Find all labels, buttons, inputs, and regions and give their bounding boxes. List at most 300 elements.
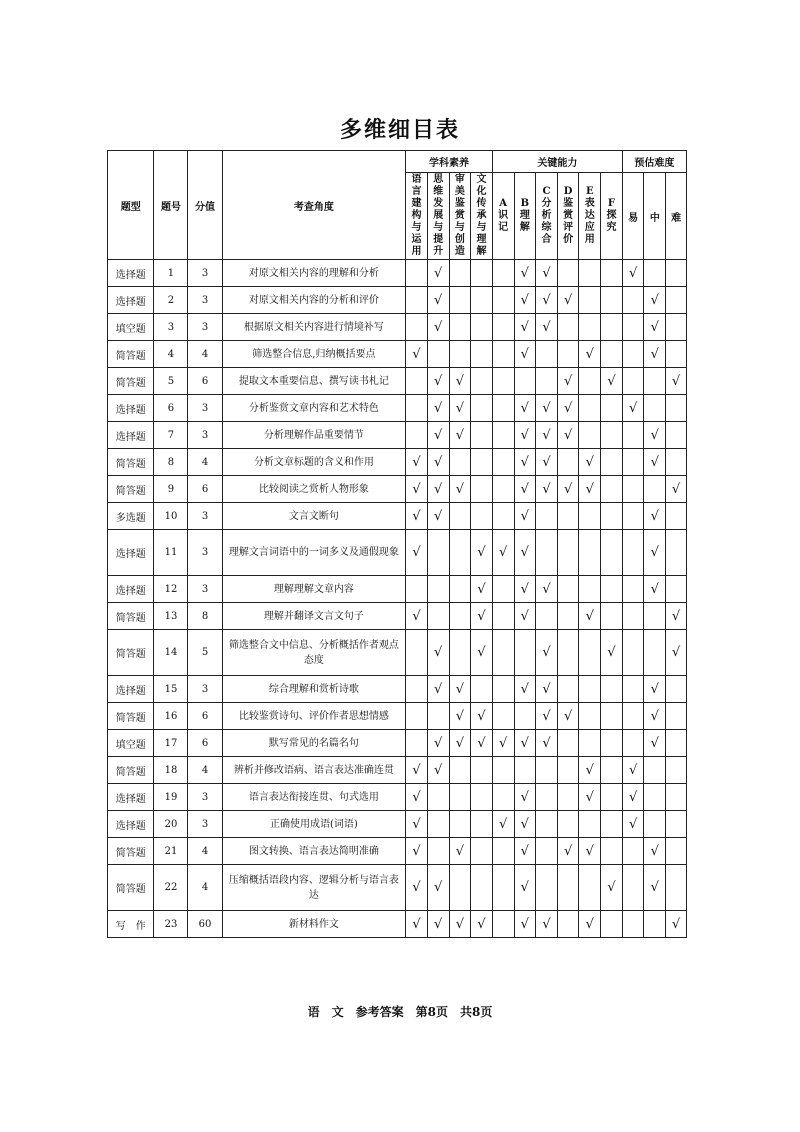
check-cell [622,422,644,449]
check-mark: √ [542,735,551,751]
check-mark: √ [542,581,551,597]
check-cell [666,530,687,576]
check-cell [601,287,623,314]
check-cell [622,757,644,784]
check-mark: √ [434,508,443,524]
table-row [108,603,687,630]
header-literacy-3: 审美鉴赏与创造 [449,173,471,260]
check-mark: √ [477,708,486,724]
check-cell [622,287,644,314]
score-cell: 3 [188,676,222,703]
check-cell [579,368,601,395]
type-cell: 选择题 [108,811,154,838]
check-mark: √ [542,681,551,697]
score-cell: 6 [188,368,222,395]
type-cell: 选择题 [108,784,154,811]
check-cell [514,260,536,287]
type-cell: 写 作 [108,911,154,938]
check-cell [514,730,536,757]
check-cell [427,476,449,503]
number-cell: 7 [154,422,188,449]
check-cell [406,260,428,287]
specification-table [107,150,687,938]
number-cell: 8 [154,449,188,476]
table-row [108,476,687,503]
check-mark: √ [520,427,529,443]
check-cell [536,630,558,676]
check-mark: √ [434,373,443,389]
check-cell [644,449,666,476]
check-mark: √ [585,346,594,362]
number-cell: 10 [154,503,188,530]
check-cell [601,576,623,603]
table-row [108,530,687,576]
check-cell [406,784,428,811]
check-cell [644,503,666,530]
check-cell [471,287,493,314]
table-row [108,703,687,730]
check-cell [449,314,471,341]
check-cell [666,368,687,395]
score-cell: 6 [188,730,222,757]
check-cell [644,811,666,838]
check-cell [622,449,644,476]
check-mark: √ [520,292,529,308]
check-mark: √ [520,880,529,895]
check-cell [471,838,493,865]
check-cell [579,630,601,676]
check-cell [449,368,471,395]
header-score: 分值 [188,151,222,260]
check-mark: √ [412,481,421,497]
check-cell [644,603,666,630]
check-cell [622,630,644,676]
check-cell [579,703,601,730]
check-cell [427,395,449,422]
check-cell [449,911,471,938]
check-cell [427,576,449,603]
check-cell [514,838,536,865]
check-cell [406,368,428,395]
check-cell [622,811,644,838]
table-row [108,395,687,422]
type-cell: 简答题 [108,757,154,784]
check-mark: √ [412,545,421,560]
check-cell [666,838,687,865]
table-body [108,260,687,938]
check-cell [514,395,536,422]
check-cell [471,422,493,449]
check-cell [427,630,449,676]
check-cell [557,784,579,811]
check-cell [601,911,623,938]
check-mark: √ [542,400,551,416]
check-cell [536,368,558,395]
table-row [108,576,687,603]
header-difficulty-easy: 易 [622,173,644,260]
check-cell [406,576,428,603]
score-cell: 5 [188,630,222,676]
check-cell [449,449,471,476]
check-cell [427,449,449,476]
angle-cell: 语言表达衔接连贯、句式选用 [222,784,406,811]
check-mark: √ [563,708,573,724]
check-mark: √ [542,319,551,335]
check-cell [644,865,666,911]
check-cell [557,603,579,630]
check-mark: √ [650,508,659,524]
check-mark: √ [412,816,421,832]
score-cell: 3 [188,395,222,422]
check-cell [471,503,493,530]
type-cell: 简答题 [108,703,154,730]
check-cell [536,676,558,703]
check-mark: √ [671,481,681,497]
check-cell [406,503,428,530]
check-cell [666,603,687,630]
check-mark: √ [477,581,486,597]
check-mark: √ [412,762,421,778]
check-mark: √ [542,916,551,932]
check-cell [514,476,536,503]
check-cell [427,422,449,449]
check-cell [644,911,666,938]
check-cell [622,911,644,938]
check-cell [644,703,666,730]
check-cell [557,576,579,603]
check-mark: √ [455,427,464,443]
check-mark: √ [629,400,638,416]
angle-cell: 图文转换、语言表达简明准确 [222,838,406,865]
table-row [108,811,687,838]
angle-cell: 理解并翻译文言文句子 [222,603,406,630]
check-cell [514,811,536,838]
check-cell [536,838,558,865]
check-cell [536,287,558,314]
check-cell [406,630,428,676]
check-cell [492,676,514,703]
angle-cell: 比较鉴赏诗句、评价作者思想情感 [222,703,406,730]
check-cell [492,530,514,576]
check-mark: √ [499,735,508,751]
check-cell [514,865,536,911]
number-cell: 2 [154,287,188,314]
check-cell [427,287,449,314]
check-cell [514,422,536,449]
header-ability-c: C分析综合 [536,173,558,260]
type-cell: 选择题 [108,576,154,603]
check-cell [536,449,558,476]
check-cell [557,630,579,676]
check-mark: √ [520,346,529,362]
check-cell [579,449,601,476]
check-mark: √ [455,681,464,697]
angle-cell: 理解理解文章内容 [222,576,406,603]
number-cell: 1 [154,260,188,287]
check-mark: √ [455,916,464,932]
check-cell [449,341,471,368]
number-cell: 18 [154,757,188,784]
score-cell: 3 [188,314,222,341]
angle-cell: 对原文相关内容的理解和分析 [222,260,406,287]
check-mark: √ [434,762,443,778]
score-cell: 4 [188,449,222,476]
angle-cell: 筛选整合文中信息、分析概括作者观点态度 [222,630,406,676]
check-mark: √ [650,681,659,697]
check-cell [406,341,428,368]
page-footer: 语 文 参考答案 第8页 共8页 [307,1005,493,1019]
check-mark: √ [650,581,659,597]
check-cell [579,260,601,287]
check-mark: √ [650,708,659,724]
check-cell [644,260,666,287]
check-cell [449,476,471,503]
angle-cell: 压缩概括语段内容、逻辑分析与语言表达 [222,865,406,911]
check-mark: √ [585,454,594,470]
check-cell [557,703,579,730]
check-cell [471,341,493,368]
angle-cell: 分析文章标题的含义和作用 [222,449,406,476]
check-cell [492,449,514,476]
check-cell [601,730,623,757]
check-cell [601,676,623,703]
type-cell: 简答题 [108,865,154,911]
check-mark: √ [434,735,443,751]
number-cell: 16 [154,703,188,730]
check-cell [492,314,514,341]
check-cell [449,422,471,449]
check-cell [406,422,428,449]
check-cell [449,838,471,865]
check-cell [644,576,666,603]
check-mark: √ [412,789,421,805]
angle-cell: 比较阅读之赏析人物形象 [222,476,406,503]
check-mark: √ [520,319,529,335]
check-cell [427,838,449,865]
check-cell [622,368,644,395]
check-mark: √ [650,735,659,751]
score-cell: 3 [188,287,222,314]
check-cell [492,576,514,603]
check-cell [492,630,514,676]
check-cell [514,911,536,938]
check-cell [601,368,623,395]
check-cell [427,503,449,530]
check-mark: √ [607,880,616,895]
check-cell [492,703,514,730]
check-cell [622,576,644,603]
check-cell [601,865,623,911]
table-row [108,287,687,314]
check-cell [622,838,644,865]
header-group-ability: 关键能力 [492,151,622,173]
check-cell [406,449,428,476]
check-cell [557,422,579,449]
number-cell: 17 [154,730,188,757]
check-cell [427,784,449,811]
header-literacy-4: 文化传承与理解 [471,173,493,260]
angle-cell: 提取文本重要信息、撰写读书札记 [222,368,406,395]
check-mark: √ [650,880,659,895]
check-mark: √ [520,454,529,470]
check-mark: √ [542,708,551,724]
check-cell [666,503,687,530]
check-cell [601,811,623,838]
check-mark: √ [542,427,551,443]
check-cell [536,395,558,422]
check-cell [449,395,471,422]
check-mark: √ [563,843,573,859]
check-cell [644,422,666,449]
check-cell [427,730,449,757]
check-cell [427,603,449,630]
check-cell [406,865,428,911]
check-cell [492,757,514,784]
check-cell [579,811,601,838]
check-mark: √ [477,645,486,660]
page-title: 多维细目表 [339,118,460,143]
check-cell [427,314,449,341]
check-cell [449,811,471,838]
check-mark: √ [434,481,443,497]
check-cell [471,811,493,838]
type-cell: 选择题 [108,530,154,576]
check-cell [601,341,623,368]
score-cell: 3 [188,811,222,838]
score-cell: 3 [188,784,222,811]
number-cell: 14 [154,630,188,676]
check-mark: √ [412,454,421,470]
number-cell: 11 [154,530,188,576]
check-cell [471,911,493,938]
check-cell [449,530,471,576]
table-row [108,865,687,911]
score-cell: 60 [188,911,222,938]
check-cell [601,784,623,811]
score-cell: 6 [188,476,222,503]
check-mark: √ [650,545,659,560]
angle-cell: 文言文断句 [222,503,406,530]
check-mark: √ [434,681,443,697]
check-cell [492,865,514,911]
check-cell [622,395,644,422]
check-mark: √ [629,789,638,805]
check-cell [492,476,514,503]
check-cell [536,730,558,757]
check-mark: √ [585,608,594,624]
check-cell [622,703,644,730]
check-cell [622,784,644,811]
score-cell: 3 [188,530,222,576]
check-cell [471,676,493,703]
check-cell [557,676,579,703]
check-cell [557,838,579,865]
check-cell [514,784,536,811]
type-cell: 填空题 [108,314,154,341]
check-cell [601,422,623,449]
check-cell [622,730,644,757]
table-row [108,341,687,368]
check-mark: √ [455,400,464,416]
check-cell [536,476,558,503]
table-row [108,314,687,341]
check-mark: √ [412,843,421,859]
check-cell [514,757,536,784]
score-cell: 3 [188,260,222,287]
check-cell [471,476,493,503]
header-ability-a: A识记 [492,173,514,260]
header-literacy-1: 语言建构与运用 [406,173,428,260]
check-cell [622,503,644,530]
check-cell [557,368,579,395]
number-cell: 13 [154,603,188,630]
check-cell [471,449,493,476]
check-cell [514,287,536,314]
table-row [108,730,687,757]
check-mark: √ [520,265,529,281]
number-cell: 22 [154,865,188,911]
check-mark: √ [650,454,659,470]
check-mark: √ [671,645,681,660]
check-cell [492,730,514,757]
check-cell [471,260,493,287]
header-group-literacy: 学科素养 [406,151,493,173]
table-row [108,630,687,676]
check-cell [406,703,428,730]
check-mark: √ [520,545,529,560]
check-mark: √ [412,916,421,932]
check-cell [536,811,558,838]
check-cell [666,260,687,287]
check-cell [406,530,428,576]
check-cell [492,603,514,630]
check-mark: √ [499,545,508,560]
number-cell: 3 [154,314,188,341]
check-cell [514,603,536,630]
type-cell: 多选题 [108,503,154,530]
check-cell [514,703,536,730]
type-cell: 简答题 [108,368,154,395]
check-cell [427,368,449,395]
table-row [108,260,687,287]
score-cell: 4 [188,865,222,911]
check-mark: √ [455,481,464,497]
check-cell [536,757,558,784]
number-cell: 12 [154,576,188,603]
check-cell [492,838,514,865]
check-mark: √ [607,645,616,660]
check-cell [601,503,623,530]
check-cell [427,676,449,703]
type-cell: 简答题 [108,341,154,368]
check-mark: √ [542,645,551,660]
check-mark: √ [477,735,486,751]
check-mark: √ [477,916,486,932]
check-cell [471,368,493,395]
header-number: 题号 [154,151,188,260]
check-cell [514,503,536,530]
check-mark: √ [434,319,443,335]
check-cell [666,703,687,730]
type-cell: 简答题 [108,603,154,630]
check-cell [666,911,687,938]
check-cell [492,811,514,838]
check-mark: √ [650,292,659,308]
check-mark: √ [412,508,421,524]
check-cell [622,341,644,368]
check-mark: √ [434,292,443,308]
check-mark: √ [671,916,681,932]
